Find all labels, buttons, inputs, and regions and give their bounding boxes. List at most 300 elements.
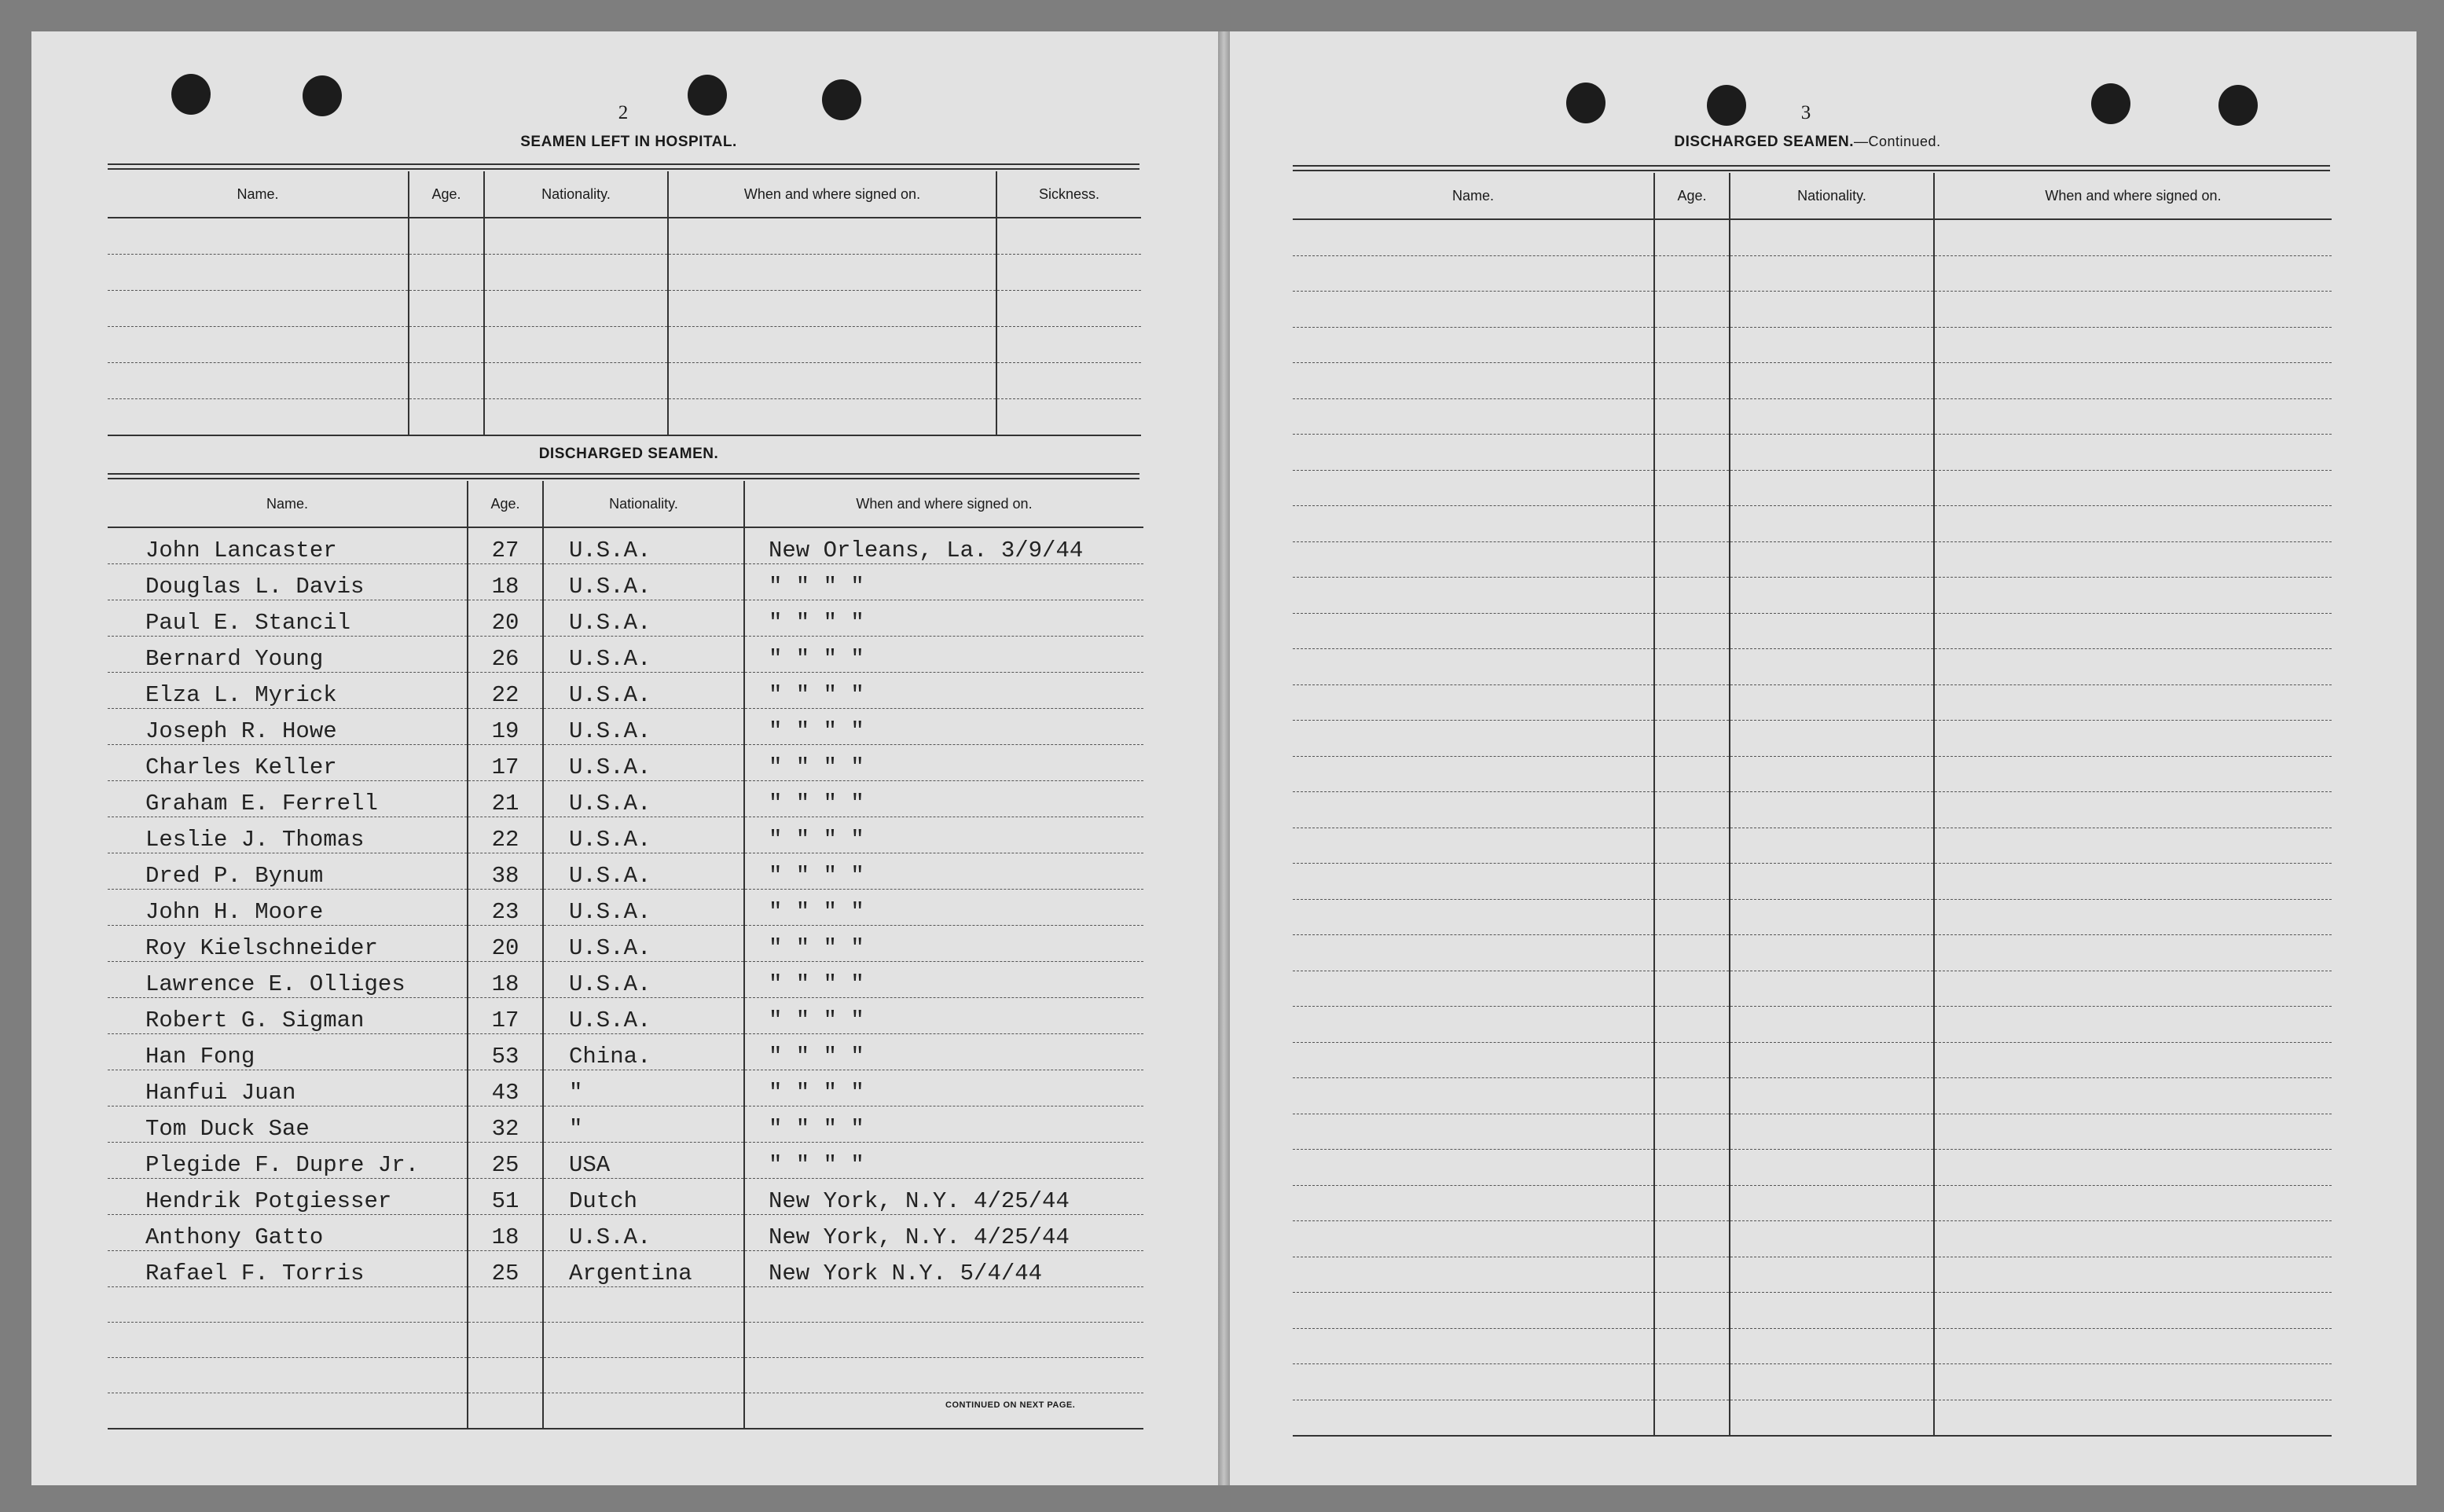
table-cell bbox=[1293, 649, 1654, 685]
seaman-nationality: U.S.A. bbox=[543, 926, 744, 962]
table-cell bbox=[108, 399, 409, 436]
table-cell bbox=[1934, 721, 2332, 757]
table-cell bbox=[1934, 541, 2332, 578]
table-row bbox=[1293, 1042, 2332, 1078]
table-cell bbox=[1934, 327, 2332, 363]
seaman-name: Graham E. Ferrell bbox=[108, 781, 468, 817]
table-cell bbox=[1293, 721, 1654, 757]
table-cell bbox=[1730, 1293, 1934, 1329]
table-cell bbox=[1730, 363, 1934, 399]
punch-hole bbox=[822, 79, 861, 120]
table-row bbox=[108, 1393, 1143, 1429]
table-cell bbox=[1293, 219, 1654, 255]
table-cell bbox=[1730, 649, 1934, 685]
table-row bbox=[108, 255, 1141, 291]
table-row bbox=[1293, 613, 2332, 649]
table-row bbox=[1293, 1221, 2332, 1257]
table-row bbox=[1293, 756, 2332, 792]
table-row bbox=[108, 781, 1143, 817]
seaman-nationality: U.S.A. bbox=[543, 890, 744, 926]
seaman-age: 17 bbox=[468, 745, 543, 781]
table-row bbox=[108, 1034, 1143, 1070]
seaman-age: 43 bbox=[468, 1070, 543, 1106]
table-row bbox=[1293, 1185, 2332, 1221]
seaman-signed-on: New York, N.Y. 4/25/44 bbox=[744, 1215, 1143, 1251]
table-cell bbox=[1654, 219, 1730, 255]
seaman-name: Paul E. Stancil bbox=[108, 600, 468, 637]
seaman-age: 38 bbox=[468, 853, 543, 890]
punch-hole bbox=[688, 75, 727, 116]
table-row bbox=[108, 1106, 1143, 1143]
seaman-name: Robert G. Sigman bbox=[108, 998, 468, 1034]
table-row bbox=[1293, 1078, 2332, 1114]
seaman-name: Elza L. Myrick bbox=[108, 673, 468, 709]
table-cell bbox=[668, 327, 996, 363]
table-cell bbox=[1293, 1328, 1654, 1364]
seaman-age: 23 bbox=[468, 890, 543, 926]
col-header-when-where: When and where signed on. bbox=[668, 171, 996, 218]
discharged-top-rule bbox=[108, 473, 1139, 475]
table-row bbox=[108, 327, 1141, 363]
table-cell bbox=[1934, 1364, 2332, 1400]
table-row bbox=[1293, 935, 2332, 971]
table-cell bbox=[1934, 1328, 2332, 1364]
seaman-age: 17 bbox=[468, 998, 543, 1034]
table-cell bbox=[1293, 363, 1654, 399]
col-header-name: Name. bbox=[1293, 173, 1654, 219]
table-cell bbox=[1654, 1185, 1730, 1221]
table-cell bbox=[409, 291, 484, 327]
seaman-nationality: U.S.A. bbox=[543, 853, 744, 890]
table-cell bbox=[1730, 1078, 1934, 1114]
table-cell bbox=[1293, 1257, 1654, 1293]
table-cell bbox=[744, 1393, 1143, 1429]
table-cell bbox=[468, 1323, 543, 1358]
table-cell bbox=[1730, 506, 1934, 542]
table-cell bbox=[1730, 541, 1934, 578]
table-cell bbox=[1654, 1293, 1730, 1329]
table-cell bbox=[543, 1287, 744, 1323]
seaman-signed-on: " " " " bbox=[744, 781, 1143, 817]
table-cell bbox=[1730, 899, 1934, 935]
table-cell bbox=[1934, 470, 2332, 506]
table-cell bbox=[1934, 613, 2332, 649]
table-cell bbox=[1934, 219, 2332, 255]
table-row bbox=[1293, 219, 2332, 255]
seaman-age: 25 bbox=[468, 1251, 543, 1287]
table-cell bbox=[744, 1287, 1143, 1323]
col-header-age: Age. bbox=[468, 481, 543, 527]
table-cell bbox=[1934, 828, 2332, 864]
table-row bbox=[1293, 292, 2332, 328]
table-row bbox=[1293, 327, 2332, 363]
table-cell bbox=[1654, 578, 1730, 614]
table-row bbox=[1293, 398, 2332, 435]
seaman-signed-on: " " " " bbox=[744, 1143, 1143, 1179]
table-cell bbox=[1934, 363, 2332, 399]
table-cell bbox=[543, 1323, 744, 1358]
table-cell bbox=[409, 399, 484, 436]
table-cell bbox=[996, 291, 1141, 327]
table-cell bbox=[1293, 578, 1654, 614]
seaman-name: Hendrik Potgiesser bbox=[108, 1179, 468, 1215]
table-cell bbox=[468, 1287, 543, 1323]
seaman-age: 21 bbox=[468, 781, 543, 817]
table-cell bbox=[1293, 1185, 1654, 1221]
table-cell bbox=[1293, 935, 1654, 971]
table-cell bbox=[1730, 292, 1934, 328]
table-cell bbox=[1293, 255, 1654, 292]
table-cell bbox=[1934, 292, 2332, 328]
table-cell bbox=[1730, 219, 1934, 255]
table-cell bbox=[1293, 899, 1654, 935]
table-cell bbox=[1654, 363, 1730, 399]
seaman-nationality: U.S.A. bbox=[543, 998, 744, 1034]
table-cell bbox=[1934, 435, 2332, 471]
seaman-nationality: U.S.A. bbox=[543, 673, 744, 709]
table-cell bbox=[668, 363, 996, 399]
table-cell bbox=[108, 1287, 468, 1323]
discharged-table bbox=[108, 481, 1143, 1429]
right-title-main: DISCHARGED SEAMEN. bbox=[1674, 134, 1854, 150]
table-cell bbox=[1654, 971, 1730, 1007]
table-cell bbox=[1730, 684, 1934, 721]
table-cell bbox=[1654, 541, 1730, 578]
table-row bbox=[108, 1287, 1143, 1323]
seaman-nationality: " bbox=[543, 1070, 744, 1106]
table-row bbox=[108, 1358, 1143, 1393]
table-row bbox=[108, 998, 1143, 1034]
table-cell bbox=[744, 1358, 1143, 1393]
table-cell bbox=[996, 399, 1141, 436]
table-row bbox=[108, 564, 1143, 600]
table-cell bbox=[543, 1358, 744, 1393]
table-cell bbox=[1934, 899, 2332, 935]
punch-hole bbox=[2091, 83, 2130, 124]
seaman-name: Leslie J. Thomas bbox=[108, 817, 468, 853]
seaman-signed-on: " " " " bbox=[744, 817, 1143, 853]
table-cell bbox=[1293, 541, 1654, 578]
table-cell bbox=[1654, 684, 1730, 721]
table-cell bbox=[1293, 1078, 1654, 1114]
table-cell bbox=[744, 1323, 1143, 1358]
table-cell bbox=[1654, 1221, 1730, 1257]
table-row bbox=[1293, 578, 2332, 614]
table-row bbox=[1293, 363, 2332, 399]
table-cell bbox=[543, 1393, 744, 1429]
table-cell bbox=[1654, 613, 1730, 649]
seaman-signed-on: " " " " bbox=[744, 890, 1143, 926]
table-cell bbox=[1654, 1364, 1730, 1400]
seaman-nationality: U.S.A. bbox=[543, 781, 744, 817]
table-row bbox=[108, 363, 1141, 399]
seaman-name: Dred P. Bynum bbox=[108, 853, 468, 890]
table-cell bbox=[1293, 506, 1654, 542]
col-header-nationality: Nationality. bbox=[1730, 173, 1934, 219]
table-cell bbox=[1730, 327, 1934, 363]
col-header-age: Age. bbox=[1654, 173, 1730, 219]
table-cell bbox=[1934, 649, 2332, 685]
seaman-nationality: U.S.A. bbox=[543, 745, 744, 781]
table-cell bbox=[484, 363, 668, 399]
table-cell bbox=[1934, 1150, 2332, 1186]
table-cell bbox=[1293, 1150, 1654, 1186]
table-cell bbox=[1730, 1150, 1934, 1186]
table-cell bbox=[1654, 255, 1730, 292]
seaman-signed-on: " " " " bbox=[744, 709, 1143, 745]
hospital-section-title: SEAMEN LEFT IN HOSPITAL. bbox=[520, 134, 737, 150]
seaman-name: Hanfui Juan bbox=[108, 1070, 468, 1106]
punch-hole bbox=[1566, 83, 1605, 123]
seaman-signed-on: New Orleans, La. 3/9/44 bbox=[744, 527, 1143, 564]
table-cell bbox=[1293, 398, 1654, 435]
table-cell bbox=[1654, 470, 1730, 506]
table-cell bbox=[1730, 1257, 1934, 1293]
seaman-signed-on: " " " " bbox=[744, 1106, 1143, 1143]
seaman-nationality: U.S.A. bbox=[543, 962, 744, 998]
table-row bbox=[1293, 255, 2332, 292]
seaman-age: 22 bbox=[468, 817, 543, 853]
table-row bbox=[108, 1323, 1143, 1358]
table-cell bbox=[1654, 864, 1730, 900]
col-header-age: Age. bbox=[409, 171, 484, 218]
table-cell bbox=[1293, 1007, 1654, 1043]
seaman-nationality: Dutch bbox=[543, 1179, 744, 1215]
table-cell bbox=[409, 255, 484, 291]
seaman-name: Plegide F. Dupre Jr. bbox=[108, 1143, 468, 1179]
table-cell bbox=[1654, 435, 1730, 471]
table-cell bbox=[1654, 899, 1730, 935]
seaman-signed-on: " " " " bbox=[744, 564, 1143, 600]
seaman-signed-on: " " " " bbox=[744, 745, 1143, 781]
table-cell bbox=[1730, 1328, 1934, 1364]
seaman-name: Roy Kielschneider bbox=[108, 926, 468, 962]
table-row bbox=[108, 291, 1141, 327]
table-cell bbox=[1293, 435, 1654, 471]
table-cell bbox=[108, 255, 409, 291]
seaman-name: Han Fong bbox=[108, 1034, 468, 1070]
table-row bbox=[108, 399, 1141, 436]
table-row bbox=[108, 962, 1143, 998]
table-row bbox=[108, 218, 1141, 255]
table-row bbox=[1293, 649, 2332, 685]
table-cell bbox=[1730, 435, 1934, 471]
seaman-age: 27 bbox=[468, 527, 543, 564]
table-row bbox=[108, 1215, 1143, 1251]
table-cell bbox=[1730, 935, 1934, 971]
table-cell bbox=[1934, 756, 2332, 792]
table-cell bbox=[668, 255, 996, 291]
table-cell bbox=[1293, 971, 1654, 1007]
table-cell bbox=[1730, 1185, 1934, 1221]
table-row bbox=[108, 637, 1143, 673]
table-cell bbox=[1730, 1221, 1934, 1257]
seaman-nationality: U.S.A. bbox=[543, 817, 744, 853]
table-cell bbox=[1293, 1221, 1654, 1257]
table-row bbox=[108, 817, 1143, 853]
table-cell bbox=[1293, 864, 1654, 900]
table-cell bbox=[1654, 828, 1730, 864]
table-row bbox=[108, 1179, 1143, 1215]
table-row bbox=[108, 673, 1143, 709]
hospital-table bbox=[108, 171, 1141, 436]
seaman-age: 22 bbox=[468, 673, 543, 709]
table-cell bbox=[484, 327, 668, 363]
punch-hole bbox=[171, 74, 211, 115]
table-cell bbox=[1293, 1293, 1654, 1329]
table-cell bbox=[1654, 1114, 1730, 1150]
table-cell bbox=[1934, 255, 2332, 292]
seaman-name: Tom Duck Sae bbox=[108, 1106, 468, 1143]
seaman-signed-on: " " " " bbox=[744, 637, 1143, 673]
punch-hole bbox=[1707, 85, 1746, 126]
table-cell bbox=[1654, 1078, 1730, 1114]
table-cell bbox=[1730, 828, 1934, 864]
seaman-nationality: U.S.A. bbox=[543, 600, 744, 637]
table-row bbox=[1293, 971, 2332, 1007]
table-cell bbox=[409, 327, 484, 363]
col-header-name: Name. bbox=[108, 171, 409, 218]
seaman-age: 20 bbox=[468, 600, 543, 637]
table-row bbox=[1293, 1328, 2332, 1364]
table-cell bbox=[1730, 1042, 1934, 1078]
table-cell bbox=[108, 327, 409, 363]
table-cell bbox=[108, 291, 409, 327]
seaman-name: Joseph R. Howe bbox=[108, 709, 468, 745]
seaman-name: Anthony Gatto bbox=[108, 1215, 468, 1251]
table-cell bbox=[484, 399, 668, 436]
seaman-nationality: U.S.A. bbox=[543, 637, 744, 673]
seaman-nationality: U.S.A. bbox=[543, 564, 744, 600]
table-cell bbox=[1730, 864, 1934, 900]
table-cell bbox=[1654, 398, 1730, 435]
table-row bbox=[1293, 864, 2332, 900]
table-cell bbox=[668, 218, 996, 255]
table-row bbox=[1293, 541, 2332, 578]
table-row bbox=[108, 527, 1143, 564]
table-cell bbox=[484, 291, 668, 327]
table-cell bbox=[108, 1358, 468, 1393]
table-row bbox=[108, 1070, 1143, 1106]
table-row bbox=[1293, 470, 2332, 506]
table-cell bbox=[1934, 1114, 2332, 1150]
table-cell bbox=[1730, 1400, 1934, 1436]
table-cell bbox=[668, 399, 996, 436]
table-cell bbox=[1934, 971, 2332, 1007]
table-cell bbox=[1654, 721, 1730, 757]
table-cell bbox=[108, 218, 409, 255]
table-row bbox=[1293, 1114, 2332, 1150]
seaman-nationality: U.S.A. bbox=[543, 709, 744, 745]
table-row bbox=[1293, 506, 2332, 542]
table-row bbox=[1293, 1150, 2332, 1186]
seaman-nationality: China. bbox=[543, 1034, 744, 1070]
table-cell bbox=[484, 255, 668, 291]
table-row bbox=[108, 1251, 1143, 1287]
table-cell bbox=[1293, 292, 1654, 328]
table-cell bbox=[1293, 828, 1654, 864]
seaman-signed-on: " " " " bbox=[744, 853, 1143, 890]
table-cell bbox=[1654, 792, 1730, 828]
seaman-age: 18 bbox=[468, 564, 543, 600]
table-cell bbox=[1730, 971, 1934, 1007]
seaman-signed-on: " " " " bbox=[744, 673, 1143, 709]
seaman-signed-on: New York, N.Y. 4/25/44 bbox=[744, 1179, 1143, 1215]
col-header-sickness: Sickness. bbox=[996, 171, 1141, 218]
seaman-name: Bernard Young bbox=[108, 637, 468, 673]
table-row bbox=[1293, 1293, 2332, 1329]
table-cell bbox=[1293, 684, 1654, 721]
seaman-signed-on: " " " " bbox=[744, 962, 1143, 998]
page-number-left: 2 bbox=[618, 102, 629, 123]
table-cell bbox=[1654, 1042, 1730, 1078]
table-cell bbox=[1293, 792, 1654, 828]
seaman-signed-on: " " " " bbox=[744, 1070, 1143, 1106]
table-cell bbox=[108, 363, 409, 399]
table-cell bbox=[1654, 756, 1730, 792]
seaman-name: Charles Keller bbox=[108, 745, 468, 781]
punch-hole bbox=[303, 75, 342, 116]
discharged-section-title: DISCHARGED SEAMEN. bbox=[538, 446, 719, 462]
page-fold bbox=[1218, 31, 1230, 1485]
table-row bbox=[1293, 792, 2332, 828]
table-cell bbox=[484, 218, 668, 255]
col-header-nationality: Nationality. bbox=[484, 171, 668, 218]
table-cell bbox=[1934, 792, 2332, 828]
seaman-signed-on: New York N.Y. 5/4/44 bbox=[744, 1251, 1143, 1287]
continued-footer: CONTINUED ON NEXT PAGE. bbox=[945, 1400, 1076, 1410]
table-row bbox=[1293, 1400, 2332, 1436]
seaman-age: 20 bbox=[468, 926, 543, 962]
table-cell bbox=[1293, 470, 1654, 506]
table-cell bbox=[1293, 327, 1654, 363]
table-cell bbox=[108, 1323, 468, 1358]
table-cell bbox=[409, 363, 484, 399]
table-cell bbox=[468, 1393, 543, 1429]
table-cell bbox=[1934, 864, 2332, 900]
table-cell bbox=[1934, 684, 2332, 721]
table-cell bbox=[996, 218, 1141, 255]
right-discharged-table bbox=[1293, 173, 2332, 1437]
table-cell bbox=[1934, 1185, 2332, 1221]
seaman-signed-on: " " " " bbox=[744, 998, 1143, 1034]
right-section-title bbox=[1493, 134, 2122, 151]
col-header-nationality: Nationality. bbox=[543, 481, 744, 527]
table-cell bbox=[1934, 578, 2332, 614]
seaman-age: 51 bbox=[468, 1179, 543, 1215]
table-row bbox=[1293, 899, 2332, 935]
seaman-age: 26 bbox=[468, 637, 543, 673]
col-header-when-where: When and where signed on. bbox=[744, 481, 1143, 527]
table-cell bbox=[1654, 506, 1730, 542]
table-cell bbox=[1934, 935, 2332, 971]
seaman-nationality: USA bbox=[543, 1143, 744, 1179]
table-cell bbox=[1654, 1400, 1730, 1436]
table-row bbox=[1293, 1364, 2332, 1400]
table-cell bbox=[1730, 1007, 1934, 1043]
table-cell bbox=[1654, 1257, 1730, 1293]
table-cell bbox=[1934, 1257, 2332, 1293]
table-row bbox=[1293, 435, 2332, 471]
right-top-rule bbox=[1293, 165, 2330, 167]
table-cell bbox=[1654, 935, 1730, 971]
table-cell bbox=[996, 363, 1141, 399]
table-cell bbox=[1934, 398, 2332, 435]
table-cell bbox=[1730, 1114, 1934, 1150]
table-cell bbox=[1934, 506, 2332, 542]
table-cell bbox=[1934, 1042, 2332, 1078]
table-cell bbox=[996, 255, 1141, 291]
